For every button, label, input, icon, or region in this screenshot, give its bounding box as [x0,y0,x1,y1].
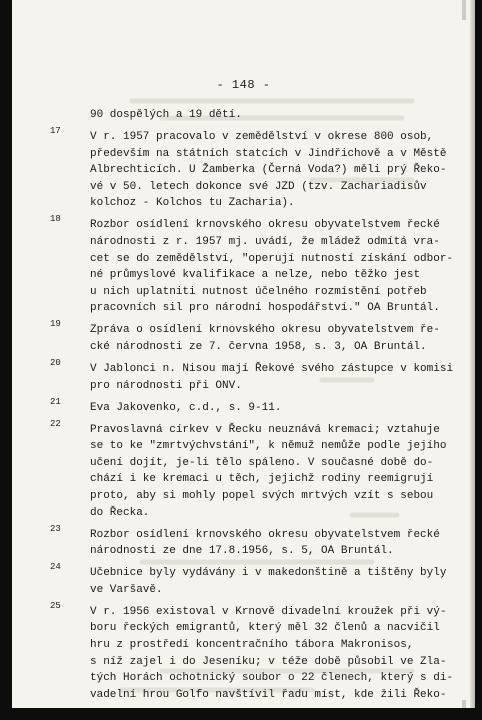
page-edge-mark [462,0,466,20]
text-line: Pravoslavná církev v Řecku neuznává kremaci; vztahuje [90,423,440,436]
text-line: národnosti z r. 1957 mj. uvádí, že mládež odmítá vra- [90,236,440,248]
text-line: učení dojít, je-li tělo spáleno. V současné době do- [90,456,434,469]
footnote-number: 19 [50,319,61,330]
text-line: národnosti ze dne 17.8.1956, s. 5, OA Bruntál. [90,545,394,558]
text-line: tých Horách ochotnický soubor o 22 členech, který s di- [90,672,454,685]
text-line: cké národnosti ze 7. června 1958, s. 3, OA Bruntál. [90,341,427,353]
text-line: Učebnice byly vydávány i v makedonštině a tištěny byly [90,567,447,580]
page-edge [470,0,475,708]
text-line: Eva Jakovenko, c.d., s. 9-11. [90,401,282,414]
text-line: kolchoz - Kolchos tu Zacharia). [90,197,295,210]
footnote-number: 18 [50,214,61,225]
text-line: 90 dospělých a 19 dětí. [90,109,242,121]
footnote-number: 21 [50,396,61,407]
text-line: vadelní hrou Golfo navštívil řadu míst, kde žili Řeko- [90,688,447,701]
footnote-number: 23 [50,523,61,534]
text-line: boru řeckých emigrantů, který měl 32 členů a nacvičil [90,622,440,635]
footnote-number: 24 [50,562,61,573]
footnote-number: 17 [50,126,61,136]
document-page [12,0,475,708]
text-line: ve Varšavě. [90,583,163,596]
text-line: pracovních sil pro národní hospodářství." OA Bruntál. [90,302,440,315]
footnote-number: 20 [50,358,61,368]
text-line: Zpráva o osídlení krnovského okresu obyvatelstvem ře- [90,324,440,337]
text-line: né průmyslové kvalifikace a nelze, nebo těžko jest [90,269,421,282]
text-line: u nich uplatniti nutnost účelného rozmístění potřeb [90,285,427,298]
text-line: cet se do zemědělství, "operují nutností získání odbor- [90,252,454,265]
text-line: do Řecka. [90,506,150,519]
text-line: Rozbor osídlení krnovského okresu obyvatelstvem řecké [90,528,440,541]
footnote-number: 22 [50,418,61,429]
text-line: proto, aby si mohly popel svých mrtvých vzít s sebou [90,490,434,502]
text-line: vé v 50. letech dokonce své JZD (tzv. Zachariadisův [90,180,427,193]
text-line: hru z prostředí koncentračního tábora Makronisos, [90,639,414,651]
text-line: Albrechticích. U Žamberka (Černá Voda?) měli prý Řeko- [90,164,447,177]
footnote-number: 25 [50,600,61,611]
text-line: V r. 1956 existoval v Krnově divadelní kroužek při vý- [90,605,447,618]
page-number: - 148 - [216,78,271,92]
page-edge-mark [462,700,466,708]
text-line: pro národnosti při ONV. [90,379,242,392]
text-line: V Jablonci n. Nisou mají Řekové svého zástupce v komisi [90,363,454,375]
text-line: především na státních statcích v Jindřichově a v Městě [90,147,447,160]
text-line: s níž zajel i do Jeseníku; v téže době působil ve Zla- [90,655,447,668]
text-line: chází i ke kremaci u těch, jejichž rodiny reemigrují [90,473,434,486]
text-line: se to ke "zmrtvýchvstání", k němuž nemůže podle jejího [90,440,447,453]
text-line: Rozbor osídlení krnovského okresu obyvatelstvem řecké [90,219,440,232]
text-line: V r. 1957 pracovalo v zemědělství v okrese 800 osob, [90,131,434,143]
